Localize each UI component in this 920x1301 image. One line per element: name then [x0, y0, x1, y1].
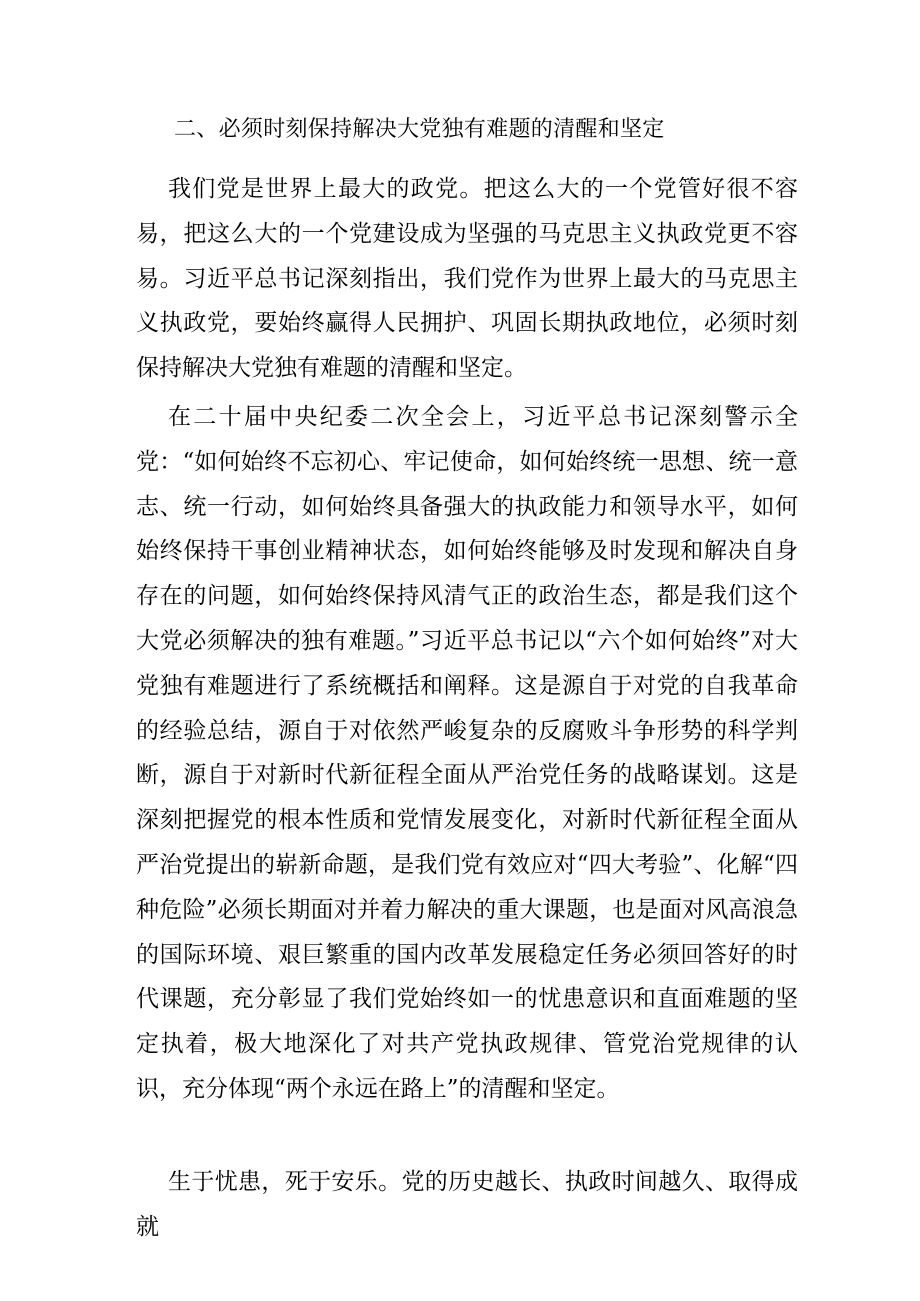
paragraph-1: 我们党是世界上最大的政党。把这么大的一个党管好很不容易，把这么大的一个党建设成为坚强的马克思主义执政党更不容易。习近平总书记深刻指出，我们党作为世界上最大的马克思主义执政党，要始终赢得人民拥护、巩固长期执政地位，必须时刻保持解决大党独有难题的清醒和坚定。	[136, 176, 798, 382]
section-heading: 二、必须时刻保持解决大党独有难题的清醒和坚定	[174, 117, 665, 142]
paragraph-3: 生于忧患，死于安乐。党的历史越长、执政时间越久、取得成就	[136, 1169, 798, 1240]
paragraph-2: 在二十届中央纪委二次全会上，习近平总书记深刻警示全党：“如何始终不忘初心、牢记使命，如何始终统一思想、统一意志、统一行动，如何始终具备强大的执政能力和领导水平，如何始终保持干事创业精神状态，如何始终能够及时发现和解决自身存在的问题，如何始终保持风清气正的政治生态，都是我们这个大党必须解决的独有难题。”习近平总书记以“六个如何始终”对大党独有难题进行了系统概括和阐释。这是源自于对党的自我革命的经验总结，源自于对依然严峻复杂的反腐败斗争形势的科学判断，源自于对新时代新征程全面从严治党任务的战略谋划。这是深刻把握党的根本性质和党情发展变化，对新时代新征程全面从严治党提出的崭新命题，是我们党有效应对“四大考验”、化解“四种危险”必须长期面对并着力解决的重大课题，也是面对风高浪急的国际环境、艰巨繁重的国内改革发展稳定任务必须回答好的时代课题，充分彰显了我们党始终如一的忧患意识和直面难题的坚定执着，极大地深化了对共产党执政规律、管党治党规律的认识，充分体现“两个永远在路上”的清醒和坚定。	[136, 404, 798, 1102]
